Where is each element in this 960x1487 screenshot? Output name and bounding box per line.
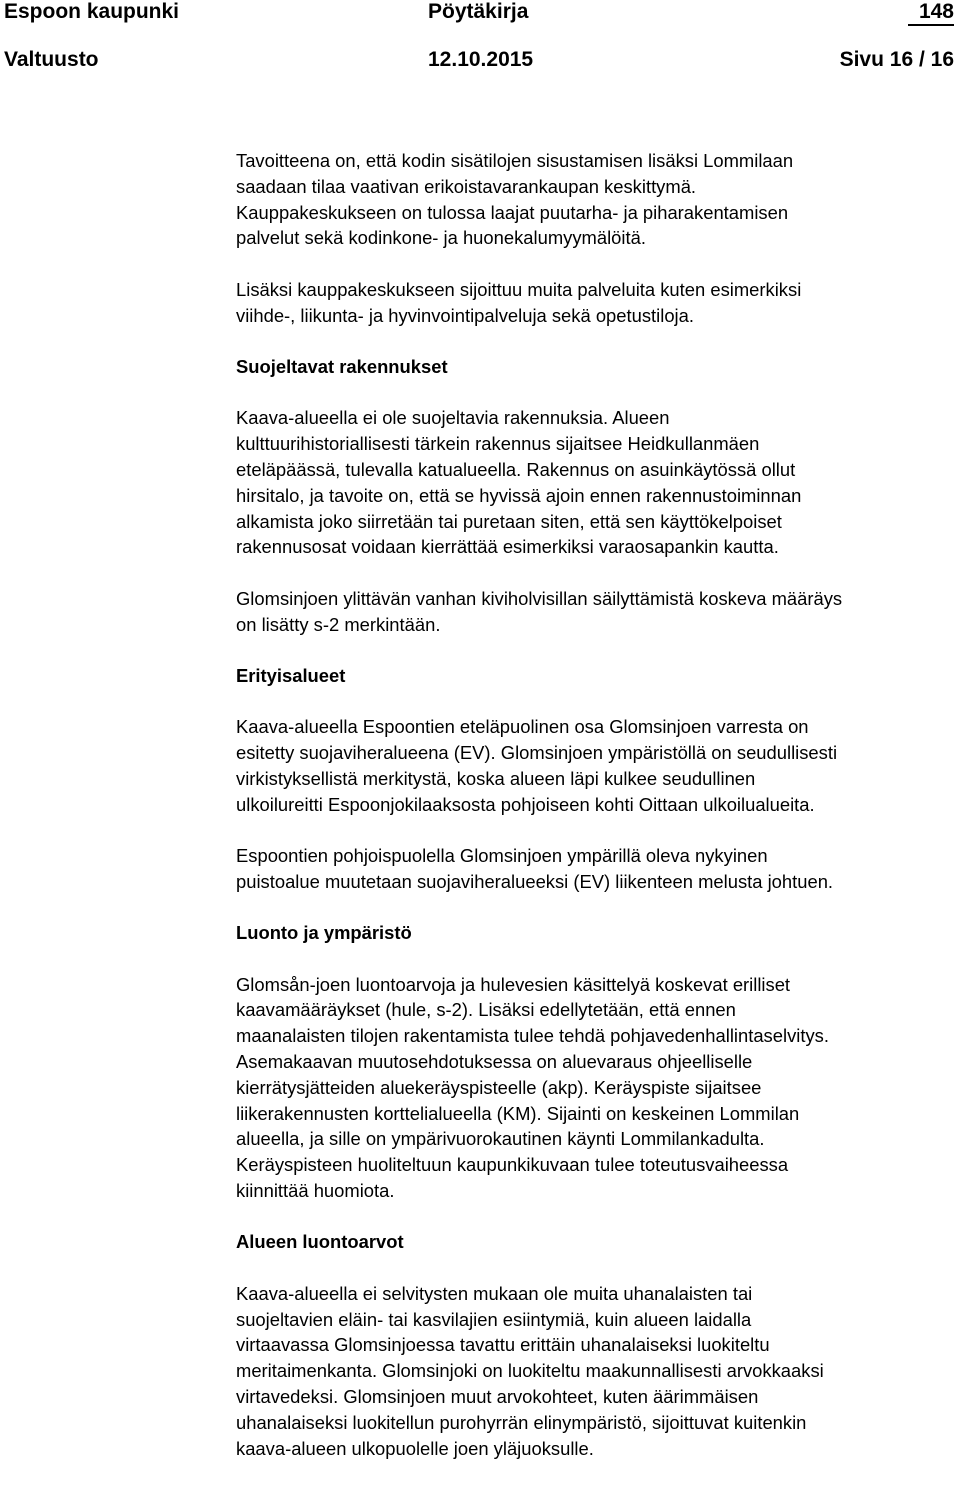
paragraph-nature-regulations: Glomsån-joen luontoarvoja ja hulevesien käsittelyä koskevat erilliset kaavamääräykset (hule, s-2). Lisäksi edellytetään, että ennen maanalaisten tilojen rakentamista tulee tehdä pohjavedenhallintaselvitys. Asemakaavan muutosehdotuksessa on aluevaraus ohjeelliselle kierrätysjätteiden aluekeräyspisteelle (akp). Keräyspiste sijaitsee liikerakennusten korttelialueella (KM). Sijainti on keskeinen Lommilan alueella, ja sille on ympärivuorokautinen käynti Lommilankadulta. Keräyspisteen huoliteltuun kaupunkikuvaan tulee toteutusvaiheessa kiinnittää huomiota.	[236, 973, 829, 1202]
paragraph-park-area: Espoontien pohjoispuolella Glomsinjoen ympärillä oleva nykyinen puistoalue muutetaan suojaviheralueeksi (EV) liikenteen melusta johtuen.	[236, 845, 834, 892]
paragraph-additional-services: Lisäksi kauppakeskukseen sijoittuu muita palveluita kuten esimerkiksi viihde-, liikunta- ja hyvinvointipalveluja sekä opetustiloja.	[236, 278, 802, 326]
document-type: Pöytäkirja	[428, 0, 529, 23]
meeting-date: 12.10.2015	[428, 48, 534, 71]
heading-special-areas: Erityisalueet	[236, 664, 346, 686]
heading-nature-environment: Luonto ja ympäristö	[236, 922, 412, 944]
council-name: Valtuusto	[4, 48, 99, 71]
paragraph-protected-buildings: Kaava-alueella ei ole suojeltavia rakennuksia. Alueen kulttuurihistoriallisesti tärkein rakennus sijaitsee Heidkullanmäen eteläpäässä, tulevalla katualueella. Rakennus on asuinkäytössä ollut hirsitalo, ja tavoite on, että se hyvissä ajoin ennen rakennustoiminnan alkamista joko siirretään tai puretaan siten, että sen käyttökelpoiset rakennusosat voidaan kierrättää esimerkiksi varaosapankin kautta.	[236, 407, 802, 558]
city-name: Espoon kaupunki	[4, 0, 180, 23]
paragraph-nature-values: Kaava-alueella ei selvitysten mukaan ole muita uhanalaisten tai suojeltavien eläin- tai kasvilajien esiintymiä, kuin alueen laidalla virtaavassa Glomsinjoessa tavattu erittäin uhanalaiseksi luokiteltu meritaimenkanta. Glomsinjoki on luokiteltu maakunnallisesti arvokkaaksi virtavedeksi. Glomsinjoen muut arvokohteet, kuten äärimmäisen uhanalaiseksi luokitellun purohyrrän elinympäristö, sijoittuvat kuitenkin kaava-alueen ulkopuolelle joen yläjuoksulle.	[236, 1282, 824, 1459]
document-body	[236, 148, 960, 1487]
section-number-underline	[908, 24, 954, 26]
heading-protected-buildings: Suojeltavat rakennukset	[236, 355, 448, 377]
paragraph-kauppakeskus-goal: Tavoitteena on, että kodin sisätilojen sisustamisen lisäksi Lommilaan saadaan tilaa vaativan erikoistavarankaupan keskittymä. Kauppakeskukseen on tulossa laajat puutarha- ja piharakentamisen palvelut sekä kodinkone- ja huonekalumyymälöitä.	[236, 150, 794, 249]
section-number: 148	[918, 0, 954, 23]
paragraph-stone-bridge: Glomsinjoen ylittävän vanhan kiviholvisillan säilyttämistä koskeva määräys on lisätty s-2 merkintään.	[236, 587, 843, 635]
heading-nature-values: Alueen luontoarvot	[236, 1231, 404, 1253]
page-number: Sivu 16 / 16	[839, 48, 954, 71]
paragraph-green-buffer: Kaava-alueella Espoontien eteläpuolinen osa Glomsinjoen varresta on esitetty suojaviheralueena (EV). Glomsinjoen ympäristöllä on seudullisesti virkistyksellistä merkitystä, koska alueen läpi kulkee seudullinen ulkoilureitti Espoonjokilaaksosta pohjoiseen kohti Oittaan ulkoilualueita.	[236, 716, 838, 815]
